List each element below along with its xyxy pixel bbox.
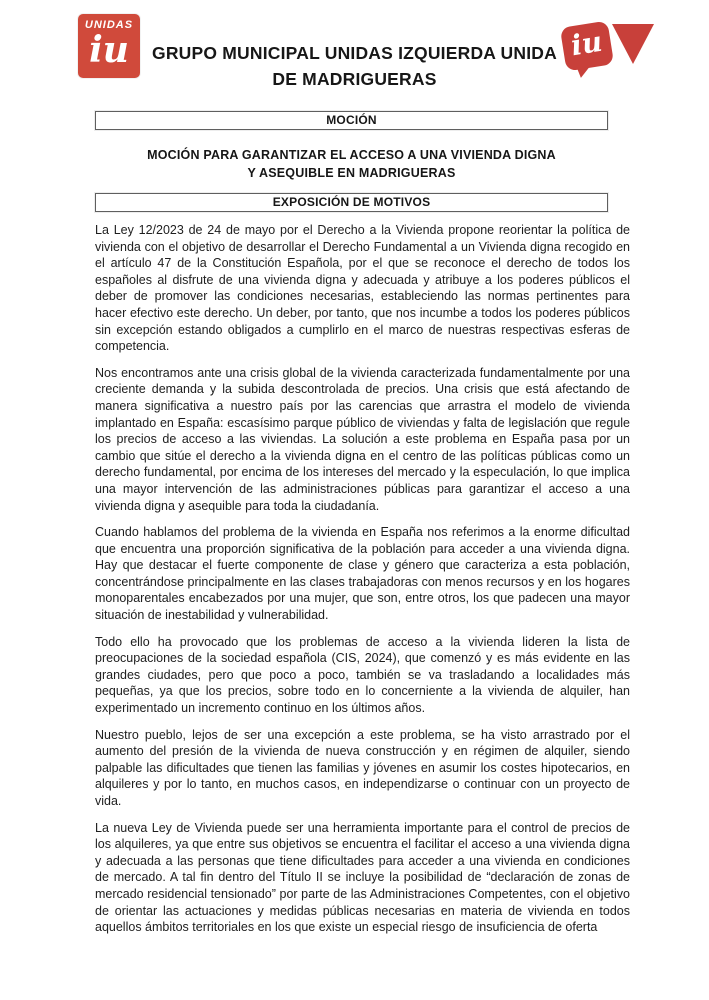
iu-script-text: iu (89, 29, 129, 71)
section-heading-mocion-label: MOCIÓN (326, 113, 377, 127)
paragraph: Nos encontramos ante una crisis global de la vivienda caracterizada fundamentalmente por una creciente demanda y la subida descontrolada de precios. Una crisis que está afectando de manera significativa a nuestro país por las carencias que arrastra el modelo de vivienda implantado en España: escasísimo parque público de viviendas y falta de legislación que regule los precios de acceso a las viviendas. La solución a este problema en España pasa por un cambio que sitúe el derecho a la vivienda digna en el centro de las políticas públicas como un derecho fundamental, por encima de los intereses del mercado y la especulación, lo que implica una mayor intervención de las administraciones públicas para garantizar el acceso a una vivienda digna y asequible para toda la ciudadanía. (95, 365, 630, 513)
section-heading-mocion (95, 111, 608, 130)
motion-title-line1: MOCIÓN PARA GARANTIZAR EL ACCESO A UNA VIVIENDA DIGNA (147, 148, 556, 162)
unidas-logo-text: UNIDAS (84, 19, 134, 31)
iu-triangle-logo-icon (560, 14, 650, 84)
paragraph: Cuando hablamos del problema de la vivienda en España nos referimos a la enorme dificultad que encuentra una proporción significativa de la población para acceder a una vivienda digna. Hay que destacar el fuerte componente de clase y género que caracteriza a esta población, concentrándose principalmente en las clases trabajadoras con menos recursos y en los hogares monoparentales encabezados por una mujer, que son, entre otros, los que padecen una mayor situación de inestabilidad y vulnerabilidad. (95, 525, 630, 623)
paragraph: La Ley 12/2023 de 24 de mayo por el Derecho a la Vivienda propone reorientar la política de vivienda con el objetivo de desarrollar el Derecho Fundamental a un Vivienda digna recogido en el artículo 47 de la Constitución Española, por el que se reconoce el derecho de todos los españoles al disfrute de una vivienda digna y adecuada y atribuye a los poderes públicos el deber de promover las condiciones necesarias, estableciendo las normas pertinentes para hacer efectivo este derecho. Un deber, por tanto, que nos incumbe a todos los poderes públicos sin excepción estando obligados a cumplirlo en el marco de nuestras respectivas esferas de competencia. (95, 223, 630, 354)
page-title-line1: GRUPO MUNICIPAL UNIDAS IZQUIERDA UNIDA (152, 43, 557, 63)
page-title (115, 40, 595, 92)
iu-script-text: iu (568, 24, 605, 63)
paragraph: Nuestro pueblo, lejos de ser una excepción a este problema, se ha visto arrastrado por el aumento del presión de la vivienda de nueva construcción y en régimen de alquiler, siendo palpable las dificultades que tienen las familias y jóvenes en asumir los costes hipotecarios, en alquileres y por lo tanto, en muchos casos, en independizarse o continuar con un proyecto de vida. (95, 727, 630, 808)
motion-title (95, 147, 608, 182)
red-triangle-icon (612, 24, 654, 64)
section-heading-exposicion (95, 193, 608, 212)
page-title-line2: DE MADRIGUERAS (272, 69, 437, 89)
body-text (95, 222, 630, 936)
iu-speech-bubble-icon (560, 21, 614, 72)
section-heading-exposicion-label: EXPOSICIÓN DE MOTIVOS (272, 195, 431, 209)
paragraph: La nueva Ley de Vivienda puede ser una herramienta importante para el control de precios de los alquileres, ya que entre sus objetivos se encuentra el facilitar el acceso a una vivienda digna y adecuada a las personas que tiene dificultades para acceder a una vivienda en condiciones de mercado. A tal fin dentro del Título II se incluye la posibilidad de “declaración de zonas de mercado residencial tensionado” por parte de las Administraciones Competentes, con el objetivo de orientar las actuaciones y medidas públicas necesarias en materia de vivienda en todos aquellos ámbitos territoriales en los que existe un especial riesgo de insuficiencia de oferta (95, 820, 630, 935)
document-content (95, 111, 630, 946)
paragraph: Todo ello ha provocado que los problemas de acceso a la vivienda lideren la lista de preocupaciones de la sociedad española (CIS, 2024), que comenzó y es más evidente en las grandes ciudades, pero que poco a poco, también se va trasladando a localidades más pequeñas, ya que los precios, sobre todo en lo concerniente a la vivienda de alquiler, han experimentado un incremento continuo en los últimos años. (95, 634, 630, 716)
motion-title-line2: Y ASEQUIBLE EN MADRIGUERAS (247, 165, 456, 180)
